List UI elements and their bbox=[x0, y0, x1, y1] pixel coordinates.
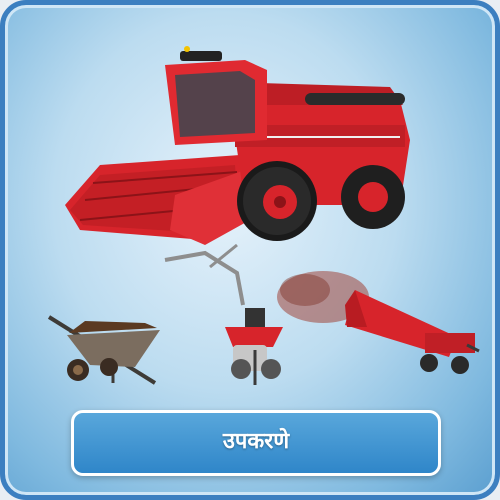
category-label-box[interactable] bbox=[71, 410, 441, 476]
power-tiller-icon bbox=[165, 245, 283, 385]
combine-harvester-icon bbox=[65, 46, 410, 245]
manure-spreader-icon bbox=[277, 271, 479, 374]
wheelbarrow-icon bbox=[49, 317, 160, 383]
category-label: उपकरणे bbox=[222, 429, 290, 454]
